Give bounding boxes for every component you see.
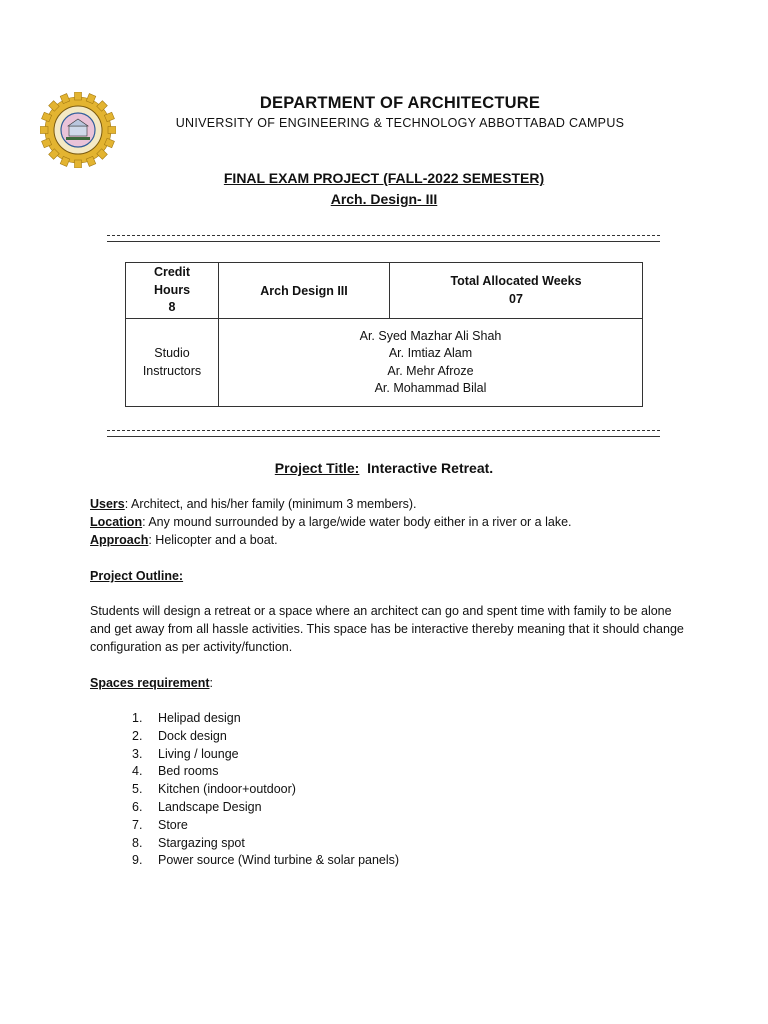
spaces-colon: : [209, 676, 213, 690]
spaces-heading: Spaces requirement [90, 676, 210, 690]
list-number: 7. [132, 817, 143, 832]
exam-title: FINAL EXAM PROJECT (FALL-2022 SEMESTER) [223, 170, 545, 186]
weeks-label: Total Allocated Weeks [450, 274, 582, 288]
studio-label: Studio [154, 346, 190, 360]
location-label: Location [90, 515, 143, 529]
list-number: 2. [132, 728, 143, 743]
outline-line: and get away from all hassle activities. This space has be interactive thereby meaning that it should change [90, 622, 684, 636]
users-line [90, 495, 690, 513]
table-row [126, 263, 643, 319]
project-title [184, 460, 584, 476]
list-text: Store [158, 817, 188, 832]
instructors-label-cell [126, 319, 219, 407]
approach-label: Approach [90, 533, 149, 547]
instructor-name: Ar. Imtiaz Alam [388, 346, 473, 360]
outline-heading: Project Outline: [90, 569, 184, 583]
list-item [132, 728, 399, 746]
approach-value: : Helicopter and a boat. [148, 533, 278, 547]
list-item [132, 835, 399, 853]
list-item [132, 817, 399, 835]
project-title-value: Interactive Retreat. [367, 460, 494, 476]
list-text: Dock design [158, 728, 227, 743]
outline-paragraph [90, 602, 690, 656]
credit-value: 8 [168, 300, 176, 315]
list-text: Landscape Design [158, 799, 262, 814]
list-item [132, 781, 399, 799]
outline-heading-block [90, 567, 690, 585]
list-text: Stargazing spot [158, 835, 245, 850]
list-number: 5. [132, 782, 143, 797]
project-title-label: Project Title: [274, 460, 360, 476]
instructor-name: Ar. Mohammad Bilal [374, 381, 487, 395]
list-number: 9. [132, 853, 143, 868]
list-number: 3. [132, 746, 143, 761]
list-item [132, 746, 399, 764]
project-details [90, 495, 690, 549]
course-title: Arch. Design- III [330, 191, 438, 207]
spaces-heading-block [90, 674, 690, 692]
approach-line [90, 531, 690, 549]
instructor-name: Ar. Syed Mazhar Ali Shah [359, 328, 502, 343]
outline-line: configuration as per activity/function. [90, 640, 293, 654]
list-number: 4. [132, 764, 143, 779]
list-text: Bed rooms [158, 764, 219, 779]
instructors-label: Instructors [142, 363, 202, 378]
separator-bottom [107, 430, 660, 437]
university-name: UNIVERSITY OF ENGINEERING & TECHNOLOGY ABBOTTABAD CAMPUS [175, 116, 625, 130]
list-item [132, 852, 399, 870]
credit-hours-cell [126, 263, 219, 319]
separator-top [107, 235, 660, 242]
list-text: Kitchen (indoor+outdoor) [158, 782, 296, 797]
university-logo-icon [40, 92, 116, 168]
list-text: Power source (Wind turbine & solar panels) [158, 853, 400, 868]
course-info-table [125, 262, 643, 407]
weeks-cell [390, 263, 643, 319]
list-text: Living / lounge [158, 746, 239, 761]
users-value: : Architect, and his/her family (minimum 3 members). [124, 497, 417, 511]
location-line [90, 513, 690, 531]
hours-label: Hours [153, 282, 191, 297]
instructors-list-cell [219, 319, 643, 407]
instructor-name: Ar. Mehr Afroze [387, 363, 474, 378]
list-item [132, 763, 399, 781]
credit-label: Credit [153, 265, 191, 280]
list-text: Helipad design [158, 711, 241, 725]
course-name-cell: Arch Design III [219, 263, 390, 319]
list-number: 8. [132, 835, 143, 850]
users-label: Users [90, 497, 125, 511]
list-item [132, 799, 399, 817]
list-number: 6. [132, 799, 143, 814]
list-number: 1. [132, 711, 143, 725]
spaces-list [132, 710, 399, 870]
outline-line: Students will design a retreat or a space where an architect can go and spent time with family to be alone [90, 604, 672, 618]
department-title: DEPARTMENT OF ARCHITECTURE [259, 94, 541, 112]
location-value: : Any mound surrounded by a large/wide water body either in a river or a lake. [142, 515, 572, 529]
weeks-value: 07 [509, 291, 523, 306]
list-item [132, 710, 399, 728]
table-row [126, 319, 643, 407]
